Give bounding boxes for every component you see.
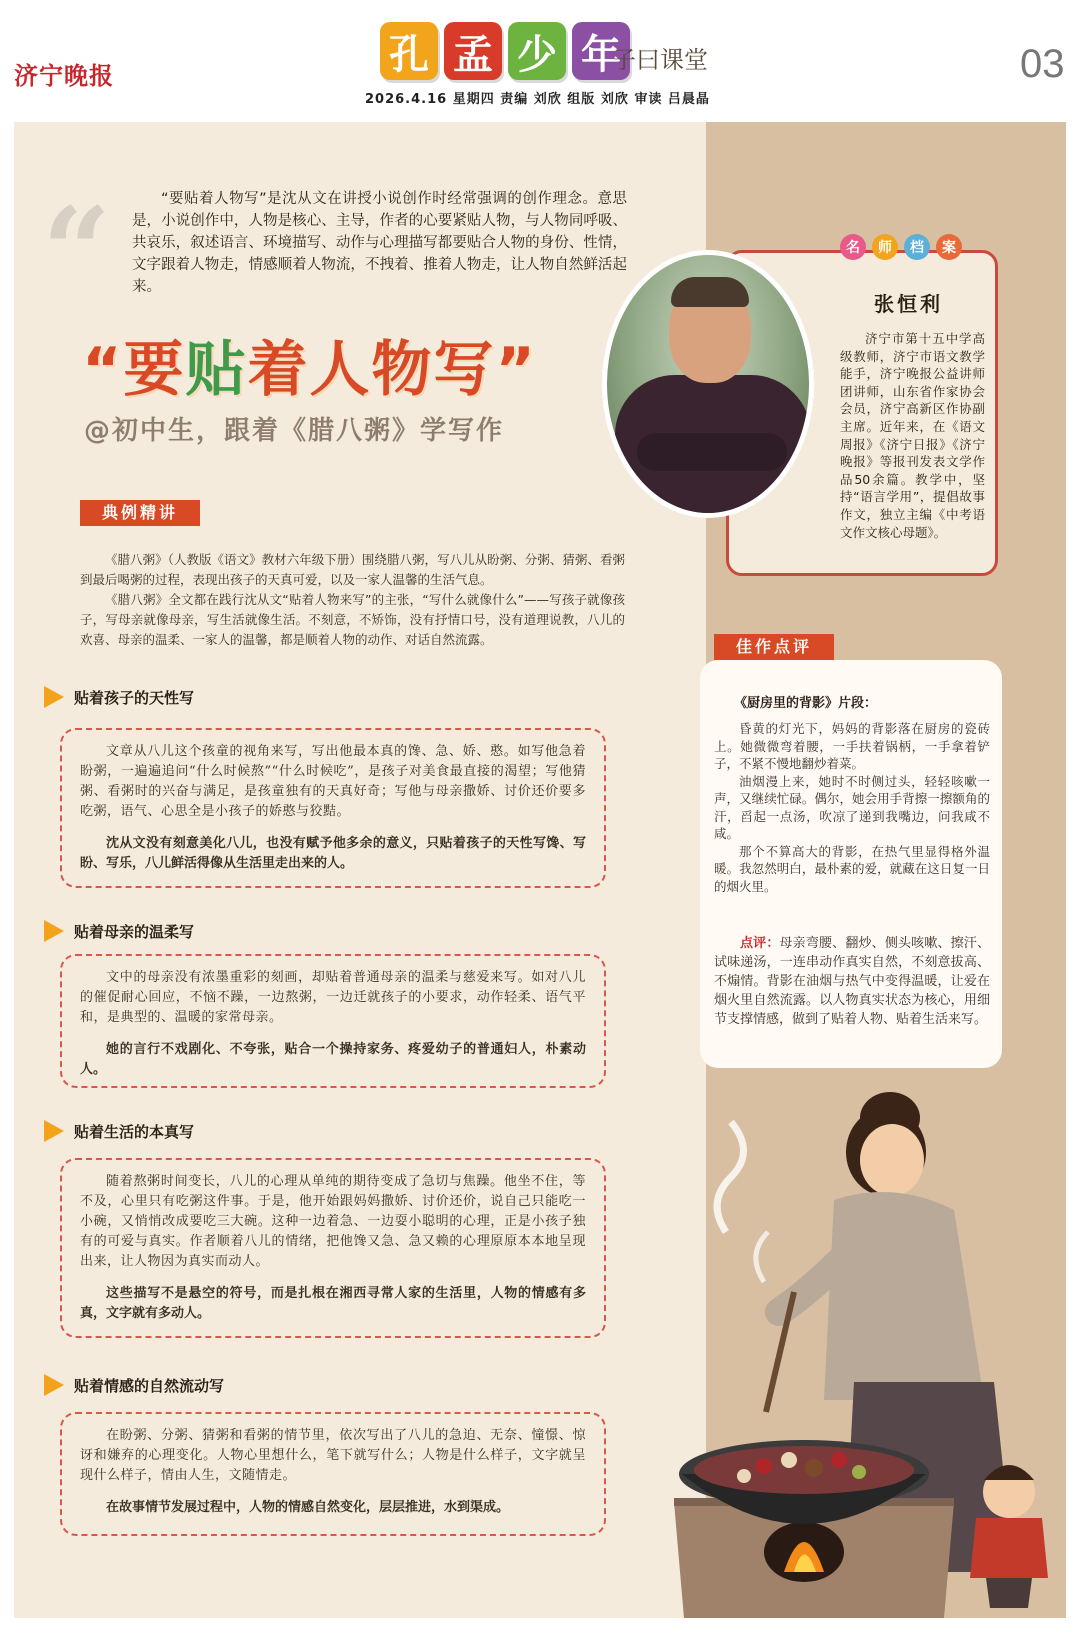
review-tag: 佳作点评 — [714, 634, 834, 660]
review-comment-text: 母亲弯腰、翻炒、侧头咳嗽、擦汗、试味递汤，一连串动作真实自然，不刻意拔高、不煽情。背影在油烟与热气中变得温暖，让爱在烟火里自然流露。以人物真实状态为核心，用细节支撑情感，做到了贴着人物、贴着生活来写。 — [714, 936, 990, 1027]
badge-char-1: 名 — [840, 234, 866, 260]
review-paragraph-1: 昏黄的灯光下，妈妈的背影落在厨房的瓷砖上。她微微弯着腰，一手扶着锅柄，一手拿着铲子，不紧不慢地翻炒着菜。 — [714, 721, 990, 771]
headline-part-3: 着人物写 — [247, 335, 496, 405]
section-heading-1 — [44, 686, 194, 708]
section-2-body: 文中的母亲没有浓墨重彩的刻画，却贴着普通母亲的温柔与慈爱来写。如对八儿的催促耐心回应，不恼不躁，一边熬粥，一边迁就孩子的小要求，动作轻柔、语气平和，是典型的、温暖的家常母亲。 — [80, 970, 586, 1025]
profile-badge — [840, 234, 962, 260]
section-4-summary: 在故事情节发展过程中，人物的情感自然变化，层层推进，水到渠成。 — [106, 1500, 510, 1515]
headline-open-quote: “ — [82, 335, 124, 405]
badge-char-2: 师 — [872, 234, 898, 260]
case-study-tag: 典例精讲 — [80, 500, 200, 526]
teacher-bio: 济宁市第十五中学高级教师，济宁市语文教学能手，济宁晚报公益讲师团讲师，山东省作家协会会员，济宁高新区作协副主席。近年来，在《语文周报》《济宁日报》《济宁晚报》等报刊发表文学作品50余篇。教学中，坚持“语言学用”，提倡故事作文，独立主编《中考语文作文核心母题》。 — [840, 331, 985, 540]
section-1-body: 文章从八儿这个孩童的视角来写，写出他最本真的馋、急、娇、憨。如写他急着盼粥，一遍遍追问“什么时候熬”“什么时候吃”，是孩子对美食最直接的渴望；写他猜粥、看粥时的兴奋与满足，是孩童独有的天真好奇；写他与母亲撒娇、讨价还价要多吃粥，语气、心思全是小孩子的娇憨与狡黠。 — [80, 744, 586, 819]
mother-jacket — [824, 1192, 984, 1400]
page-sheet — [14, 122, 1066, 1618]
masthead-char-2: 孟 — [444, 22, 502, 80]
quote-mark-decoration: “ — [42, 181, 112, 322]
headline-part-1: 要 — [123, 335, 186, 405]
case-study-text — [80, 550, 625, 650]
review-paragraph-2: 油烟漫上来，她时不时侧过头，轻轻咳嗽一声，又继续忙碌。偶尔，她会用手背擦一擦额角的汗，舀起一点汤，吹凉了递到我嘴边，问我咸不咸。 — [714, 773, 990, 841]
mother-cooking-illustration — [654, 1082, 1066, 1618]
headline-part-2: 贴 — [185, 335, 248, 405]
section-title-1: 贴着孩子的天性写 — [74, 688, 195, 707]
review-comment — [714, 934, 990, 1029]
section-heading-4 — [44, 1374, 224, 1396]
section-1-summary: 沈从文没有刻意美化八儿，也没有赋予他多余的意义，只贴着孩子的天性写馋、写盼、写乐，八儿鲜活得像从生活里走出来的人。 — [80, 836, 586, 871]
column-masthead — [380, 22, 630, 80]
byline: 2026.4.16 星期四 责编 刘欣 组版 刘欣 审读 吕晨晶 — [365, 92, 710, 107]
case-study-paragraph-1: 《腊八粥》（人教版《语文》教材六年级下册）围绕腊八粥，写八儿从盼粥、分粥、猜粥、看粥到最后喝粥的过程，表现出孩子的天真可爱，以及一家人温馨的生活气息。 — [80, 552, 625, 587]
section-box-1 — [60, 728, 606, 888]
portrait-hair — [671, 277, 749, 307]
masthead-char-4: 年 — [572, 22, 630, 80]
section-title-3: 贴着生活的本真写 — [74, 1122, 195, 1141]
triangle-bullet-icon — [44, 1120, 64, 1142]
badge-char-3: 档 — [904, 234, 930, 260]
review-comment-label: 点评： — [740, 936, 780, 951]
section-box-4 — [60, 1412, 606, 1536]
triangle-bullet-icon — [44, 686, 64, 708]
child-jacket — [970, 1518, 1048, 1578]
headline-close-quote: ” — [495, 335, 537, 405]
review-excerpt — [714, 720, 990, 895]
section-box-3 — [60, 1158, 606, 1338]
child-pants — [986, 1578, 1032, 1608]
teacher-name: 张恒利 — [874, 292, 943, 316]
newspaper-logo: 济宁晚报 — [14, 61, 114, 90]
triangle-bullet-icon — [44, 920, 64, 942]
section-title-2: 贴着母亲的温柔写 — [74, 922, 195, 941]
section-box-2 — [60, 954, 606, 1088]
porridge — [694, 1446, 914, 1494]
mother-face — [860, 1124, 924, 1196]
section-heading-3 — [44, 1120, 194, 1142]
steam-icon — [756, 1232, 768, 1282]
section-3-body: 随着熬粥时间变长，八儿的心理从单纯的期待变成了急切与焦躁。他坐不住，等不及，心里只有吃粥这件事。于是，他开始跟妈妈撒娇、讨价还价，说自己只能吃一小碗，又悄悄改成要吃三大碗。这种一边着急、一边耍小聪明的心理，正是小孩子独有的可爱与真实。作者顺着八儿的情绪，把他馋又急、急又赖的心理原原本本地呈现出来，让人物因为真实而动人。 — [80, 1174, 586, 1269]
section-4-body: 在盼粥、分粥、猜粥和看粥的情节里，依次写出了八儿的急迫、无奈、憧憬、惊讶和嫌弃的心理变化。人物心里想什么，笔下就写什么；人物是什么样子，文字就呈现什么样子，情由人生，文随情走。 — [80, 1428, 586, 1483]
steam-icon — [717, 1122, 743, 1232]
section-name: 子曰课堂 — [612, 46, 708, 74]
section-2-summary: 她的言行不戏剧化、不夸张，贴合一个操持家务、疼爱幼子的普通妇人，朴素动人。 — [80, 1042, 586, 1077]
portrait-arms — [637, 433, 787, 471]
case-study-paragraph-2: 《腊八粥》全文都在践行沈从文“贴着人物来写”的主张，“写什么就像什么”——写孩子就像孩子，写母亲就像母亲，写生活就像生活。不刻意，不矫饰，没有抒情口号，没有道理说教，八儿的欢喜、母亲的温柔、一家人的温馨，都是顺着人物的动作、对话自然流露。 — [80, 592, 625, 647]
section-heading-2 — [44, 920, 194, 942]
masthead-char-3: 少 — [508, 22, 566, 80]
intro-paragraph: “要贴着人物写”是沈从文在讲授小说创作时经常强调的创作理念。意思是，小说创作中，人物是核心、主导，作者的心要紧贴人物，与人物同呼吸、共哀乐，叙述语言、环境描写、动作与心理描写都要贴合人物的身份、性情，文字跟着人物走，情感顺着人物流，不拽着、推着人物走，让人物自然鲜活起来。 — [132, 191, 627, 295]
review-title: 《厨房里的背影》片段： — [734, 696, 878, 711]
teacher-portrait — [602, 250, 814, 518]
main-headline — [82, 322, 537, 408]
badge-char-4: 案 — [936, 234, 962, 260]
review-paragraph-3: 那个不算高大的背影，在热气里显得格外温暖。我忽然明白，最朴素的爱，就藏在这日复一日的烟火里。 — [714, 843, 990, 894]
section-3-summary: 这些描写不是悬空的符号，而是扎根在湘西寻常人家的生活里，人物的情感有多真，文字就有多动人。 — [80, 1286, 586, 1321]
sub-headline: @初中生，跟着《腊八粥》学写作 — [84, 416, 505, 446]
triangle-bullet-icon — [44, 1374, 64, 1396]
page-number: 03 — [1020, 42, 1065, 86]
masthead-char-1: 孔 — [380, 22, 438, 80]
section-title-4: 贴着情感的自然流动写 — [74, 1376, 225, 1395]
